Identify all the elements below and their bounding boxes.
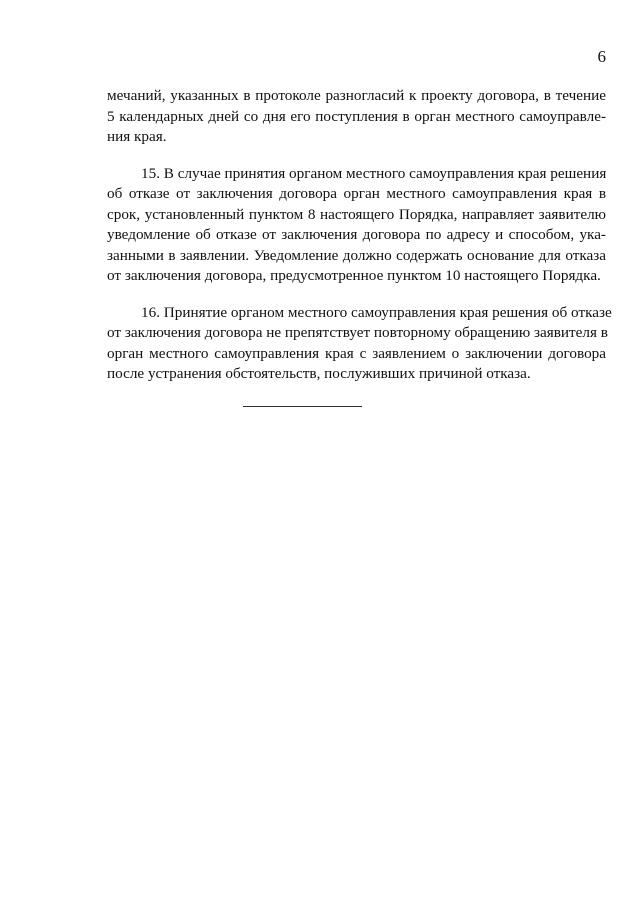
text-line: об отказе от заключения договора орган местного самоуправления края в <box>107 185 606 202</box>
text-line: 5 календарных дней со дня его поступления в орган местного самоуправле- <box>107 107 606 125</box>
paragraph-16 <box>107 303 612 385</box>
text-line: 16. Принятие органом местного самоуправления края решения об отказе <box>141 303 612 321</box>
end-separator-line <box>243 406 362 407</box>
text-line: 15. В случае принятия органом местного самоуправления края решения <box>141 164 607 182</box>
text-line: после устранения обстоятельств, послуживших причиной отказа. <box>107 365 531 382</box>
text-line: от заключения договора, предусмотренное пунктом 10 настоящего Порядка. <box>107 267 601 284</box>
paragraph-15 <box>107 164 606 287</box>
paragraph-continuation <box>107 86 606 148</box>
text-line: уведомление об отказе от заключения договора по адресу и способом, ука- <box>107 226 606 243</box>
text-line: мечаний, указанных в протоколе разногласий к проекту договора, в течение <box>107 87 606 104</box>
document-body <box>107 86 612 401</box>
text-line: орган местного самоуправления края с заявлением о заключении договора <box>107 344 606 362</box>
text-line: ния края. <box>107 128 167 145</box>
page-number: 6 <box>597 47 606 66</box>
text-line: срок, установленный пунктом 8 настоящего Порядка, направляет заявителю <box>107 205 606 223</box>
text-line: занными в заявлении. Уведомление должно содержать основание для отказа <box>107 246 606 264</box>
text-line: от заключения договора не препятствует повторному обращению заявителя в <box>107 324 608 341</box>
